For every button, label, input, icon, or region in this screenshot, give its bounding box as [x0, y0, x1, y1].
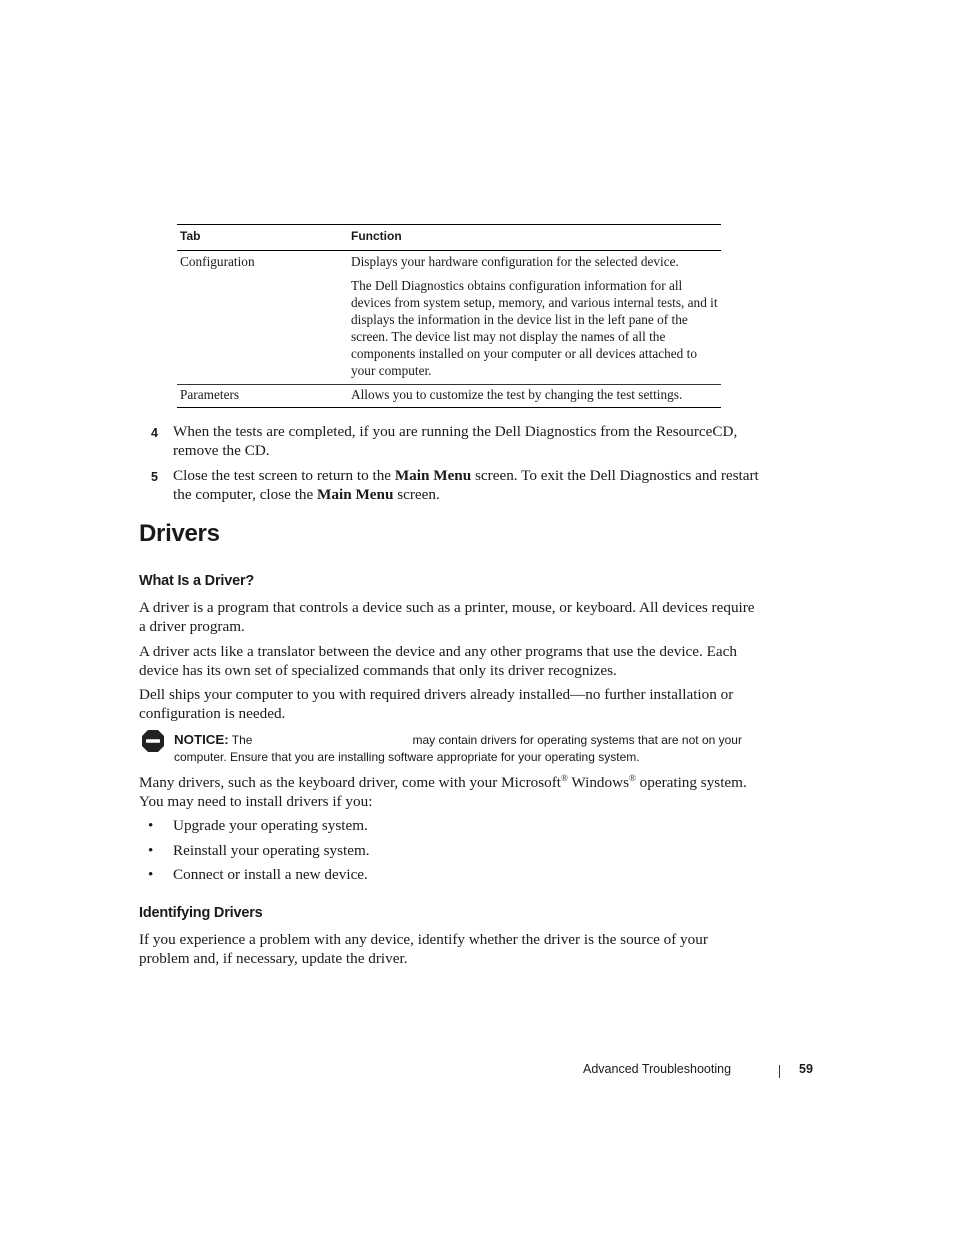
list-item: [148, 841, 370, 860]
list-item: [148, 865, 370, 884]
body-paragraph: If you experience a problem with any device, identify whether the driver is the source of your problem and, if necessary, update the driver.: [139, 931, 708, 967]
footer-separator: [779, 1065, 780, 1078]
function-paragraph: Displays your hardware configuration for the selected device.: [351, 254, 679, 269]
bullet-icon: •: [148, 866, 154, 884]
list-item-text: Connect or install a new device.: [173, 866, 368, 884]
body-paragraph: Dell ships your computer to you with required drivers already installed—no further installation or configuration is needed.: [139, 686, 734, 722]
step-text: [173, 467, 761, 504]
notice-text-part: The: [231, 733, 253, 747]
table-row: [177, 385, 721, 408]
bullet-icon: •: [148, 817, 154, 834]
step-text-part: screen. To exit the Dell Diagnostics and restart the computer, close the: [173, 467, 759, 503]
body-paragraph: A driver acts like a translator between the device and any other programs that use the device. Each device has its own set of specialized commands that only its driver recognizes.: [139, 643, 737, 679]
paragraph-part: Windows: [567, 774, 629, 791]
registered-mark: ®: [561, 772, 568, 783]
registered-mark: ®: [629, 772, 636, 783]
step-text-part: screen.: [393, 485, 440, 503]
list-item: [148, 816, 370, 835]
bullet-icon: •: [148, 841, 154, 859]
step-number: 4: [151, 426, 158, 440]
diagnostics-tab-table: [177, 224, 721, 408]
table-cell-function: [348, 385, 721, 408]
paragraph-part: operating system. You may need to install drivers if you:: [139, 774, 747, 810]
list-item-text: Upgrade your operating system.: [173, 817, 368, 834]
main-menu-term: Main Menu: [394, 467, 472, 484]
function-paragraph: The Dell Diagnostics obtains configuration information for all devices from system setup, memory, and various internal tests, and it displays the information in the device list in the left pane of the screen. The device list may not display the names of all the components installed on your computer or all devices attached to your computer.: [351, 278, 718, 378]
step-item: [151, 423, 761, 460]
footer-section-name: Advanced Troubleshooting: [583, 1062, 732, 1076]
table-header-function: Function: [348, 225, 721, 251]
notice-stop-icon: [141, 729, 165, 753]
paragraph-part: Many drivers, such as the keyboard driver, come with your Microsoft: [139, 774, 562, 791]
subsection-title: Identifying Drivers: [139, 905, 263, 921]
step-item: [151, 467, 761, 504]
subsection-title: What Is a Driver?: [139, 573, 255, 589]
table-cell-function: [348, 251, 721, 385]
step-text: [173, 423, 761, 460]
table-cell-tab: Configuration: [180, 254, 255, 269]
notice-text-part: may contain drivers for operating systems that are not on your computer. Ensure that you are installing software appropriate for your operating system.: [174, 733, 742, 764]
page-number: 59: [799, 1062, 813, 1076]
table-row: [177, 251, 721, 385]
function-paragraph: Allows you to customize the test by changing the test settings.: [351, 387, 683, 402]
table-header-row: [177, 225, 721, 251]
table-cell-tab: Parameters: [177, 385, 348, 408]
table-header-tab: Tab: [177, 225, 348, 251]
list-item-text: Reinstall your operating system.: [173, 841, 370, 859]
step-text-part: When the tests are completed, if you are running the Dell Diagnostics from the ResourceCD, remove the CD.: [173, 423, 738, 459]
windows-drivers-paragraph: [139, 773, 759, 811]
step-number: 5: [151, 470, 158, 484]
bullet-list: [148, 816, 370, 890]
notice-label: NOTICE:: [174, 732, 229, 747]
main-menu-term: Main Menu: [317, 485, 394, 503]
notice-text: [174, 731, 759, 766]
step-text-part: Close the test screen to return to the: [173, 467, 395, 484]
body-paragraph: A driver is a program that controls a device such as a printer, mouse, or keyboard. All devices require a driver program.: [139, 599, 755, 635]
section-title: Drivers: [139, 520, 220, 547]
